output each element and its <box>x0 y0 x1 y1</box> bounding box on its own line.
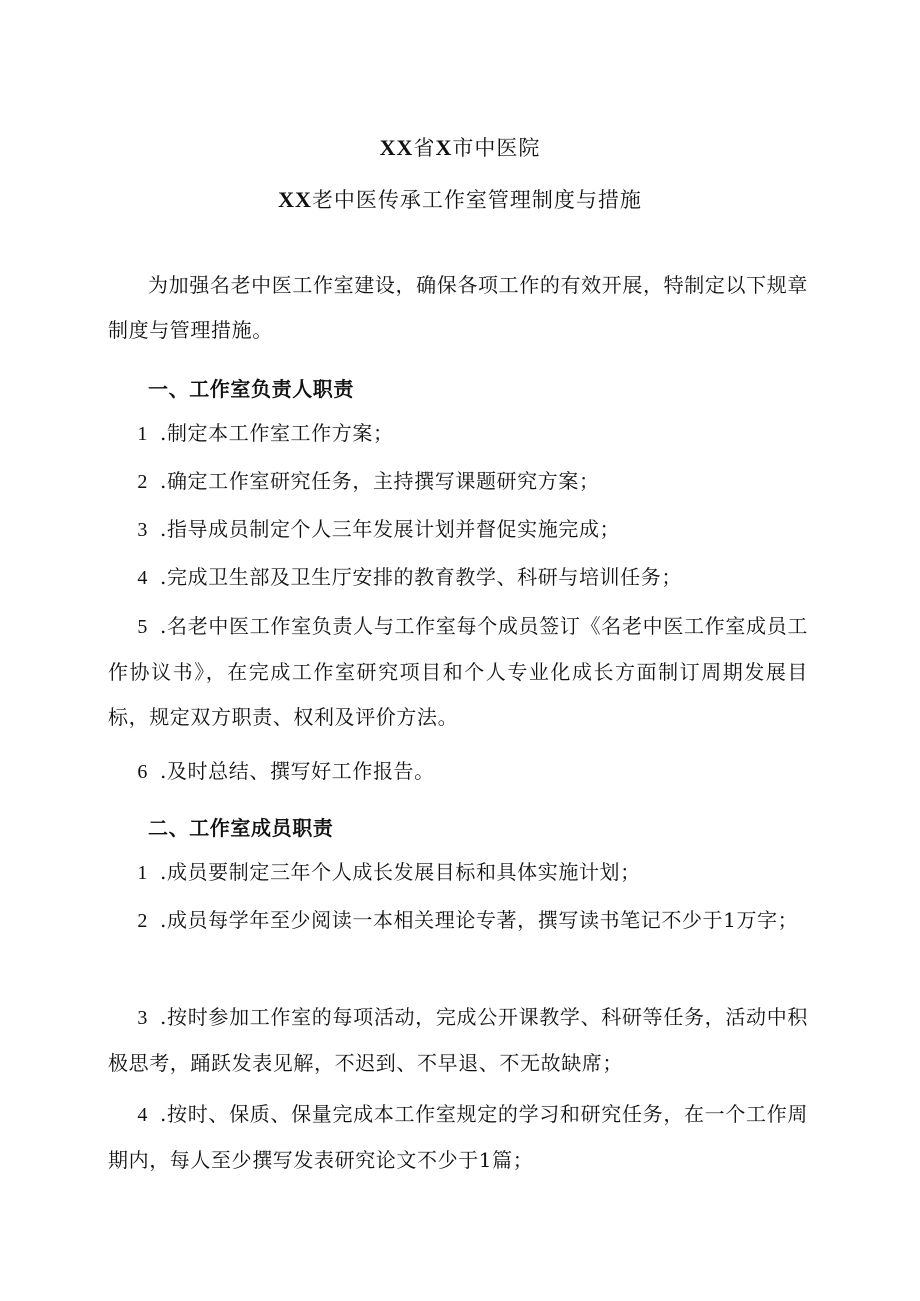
item-number: 1 <box>137 423 148 445</box>
item-number: 1 <box>137 862 148 884</box>
document-title-line2 <box>0 184 920 214</box>
section2-item-4 <box>108 1092 808 1183</box>
item-text: .确定工作室研究任务，主持撰写课题研究方案； <box>160 469 600 493</box>
title-line1-part3: X <box>435 135 453 160</box>
item-text: .按时、保质、保量完成本工作室规定的学习和研究任务，在一个工作周期内，每人至少撰写发表研究论文不少于1篇； <box>108 1102 808 1172</box>
intro-paragraph: 为加强名老中医工作室建设，确保各项工作的有效开展，特制定以下规章制度与管理措施。 <box>108 273 808 342</box>
section2-item-3 <box>108 995 808 1086</box>
item-number: 4 <box>137 567 148 589</box>
section1-heading: 一、工作室负责人职责 <box>148 377 354 401</box>
item-text: .成员要制定三年个人成长发展目标和具体实施计划； <box>160 860 641 884</box>
title-line1-part4: 市中医院 <box>452 136 541 160</box>
section1-item-3 <box>108 507 808 553</box>
section2-item-2 <box>108 898 808 944</box>
item-text: .按时参加工作室的每项活动，完成公开课教学、科研等任务，活动中积极思考，踊跃发表见解，不迟到、不早退、不无故缺席； <box>108 1005 808 1075</box>
section1-item-4 <box>108 555 808 601</box>
item-number: 6 <box>137 761 148 783</box>
item-text: .完成卫生部及卫生厅安排的教育教学、科研与培训任务； <box>160 565 682 589</box>
title-line1-part2: 省 <box>413 136 436 160</box>
section1-item-6 <box>108 749 808 795</box>
item-number: 2 <box>137 471 148 493</box>
section2-item-1 <box>108 850 808 896</box>
item-text: .制定本工作室工作方案； <box>160 421 394 445</box>
item-number: 3 <box>137 519 148 541</box>
title-line2-part2: 老中医传承工作室管理制度与措施 <box>311 188 642 212</box>
section1-item-5 <box>108 604 808 740</box>
item-text: .名老中医工作室负责人与工作室每个成员签订《名老中医工作室成员工作协议书》，在完成工作室研究项目和个人专业化成长方面制订周期发展目标，规定双方职责、权利及评价方法。 <box>108 614 808 729</box>
section1-item-2 <box>108 459 808 505</box>
item-text: .指导成员制定个人三年发展计划并督促实施完成； <box>160 517 621 541</box>
item-number: 5 <box>137 616 148 638</box>
document-title-line1 <box>0 132 920 162</box>
section1-item-1 <box>108 411 808 457</box>
item-number: 2 <box>137 910 148 932</box>
title-line1-part1: XX <box>379 135 414 160</box>
item-number: 4 <box>137 1104 148 1126</box>
section2-heading: 二、工作室成员职责 <box>148 816 334 840</box>
item-text: .成员每学年至少阅读一本相关理论专著，撰写读书笔记不少于1万字； <box>160 908 799 932</box>
item-text: .及时总结、撰写好工作报告。 <box>160 759 435 783</box>
title-line2-part1: XX <box>278 187 312 212</box>
item-number: 3 <box>137 1007 148 1029</box>
